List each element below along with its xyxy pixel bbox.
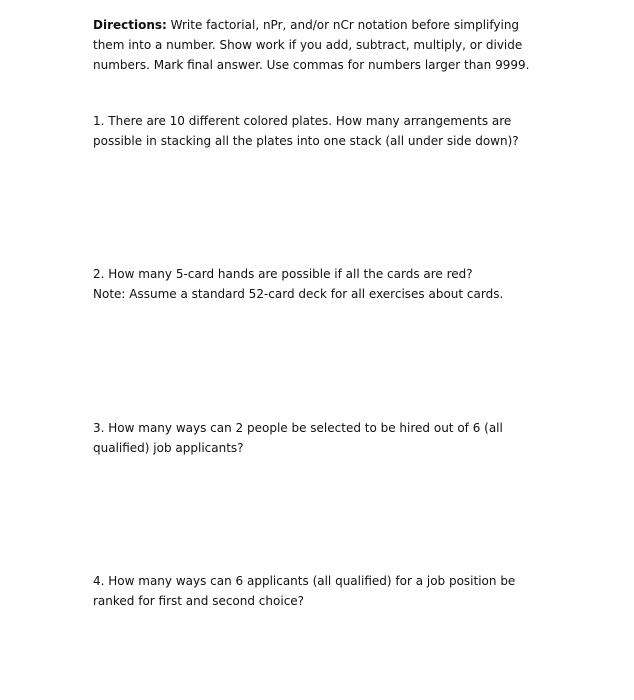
directions-block	[93, 15, 563, 75]
question-4-line-1: 4. How many ways can 6 applicants (all qualified) for a job position be	[93, 574, 516, 588]
question-3	[93, 418, 563, 458]
question-3-line-1: 3. How many ways can 2 people be selected to be hired out of 6 (all	[93, 421, 503, 435]
directions-line-2: them into a number. Show work if you add, subtract, multiply, or divide	[93, 38, 523, 52]
question-1-line-1: 1. There are 10 different colored plates. How many arrangements are	[93, 114, 512, 128]
question-3-line-2: qualified) job applicants?	[93, 441, 244, 455]
question-1	[93, 111, 563, 151]
directions-line-1	[93, 15, 563, 35]
directions-label: Directions:	[93, 18, 167, 32]
question-2-line-1: 2. How many 5-card hands are possible if all the cards are red?	[93, 267, 473, 281]
directions-line-3: numbers. Mark final answer. Use commas for numbers larger than 9999.	[93, 58, 530, 72]
question-4-line-2: ranked for first and second choice?	[93, 594, 305, 608]
question-4	[93, 571, 563, 611]
question-1-line-2: possible in stacking all the plates into one stack (all under side down)?	[93, 134, 519, 148]
question-2-note: Note: Assume a standard 52-card deck for all exercises about cards.	[93, 287, 504, 301]
question-2	[93, 264, 563, 304]
directions-text-1: Write factorial, nPr, and/or nCr notation before simplifying	[166, 18, 520, 32]
